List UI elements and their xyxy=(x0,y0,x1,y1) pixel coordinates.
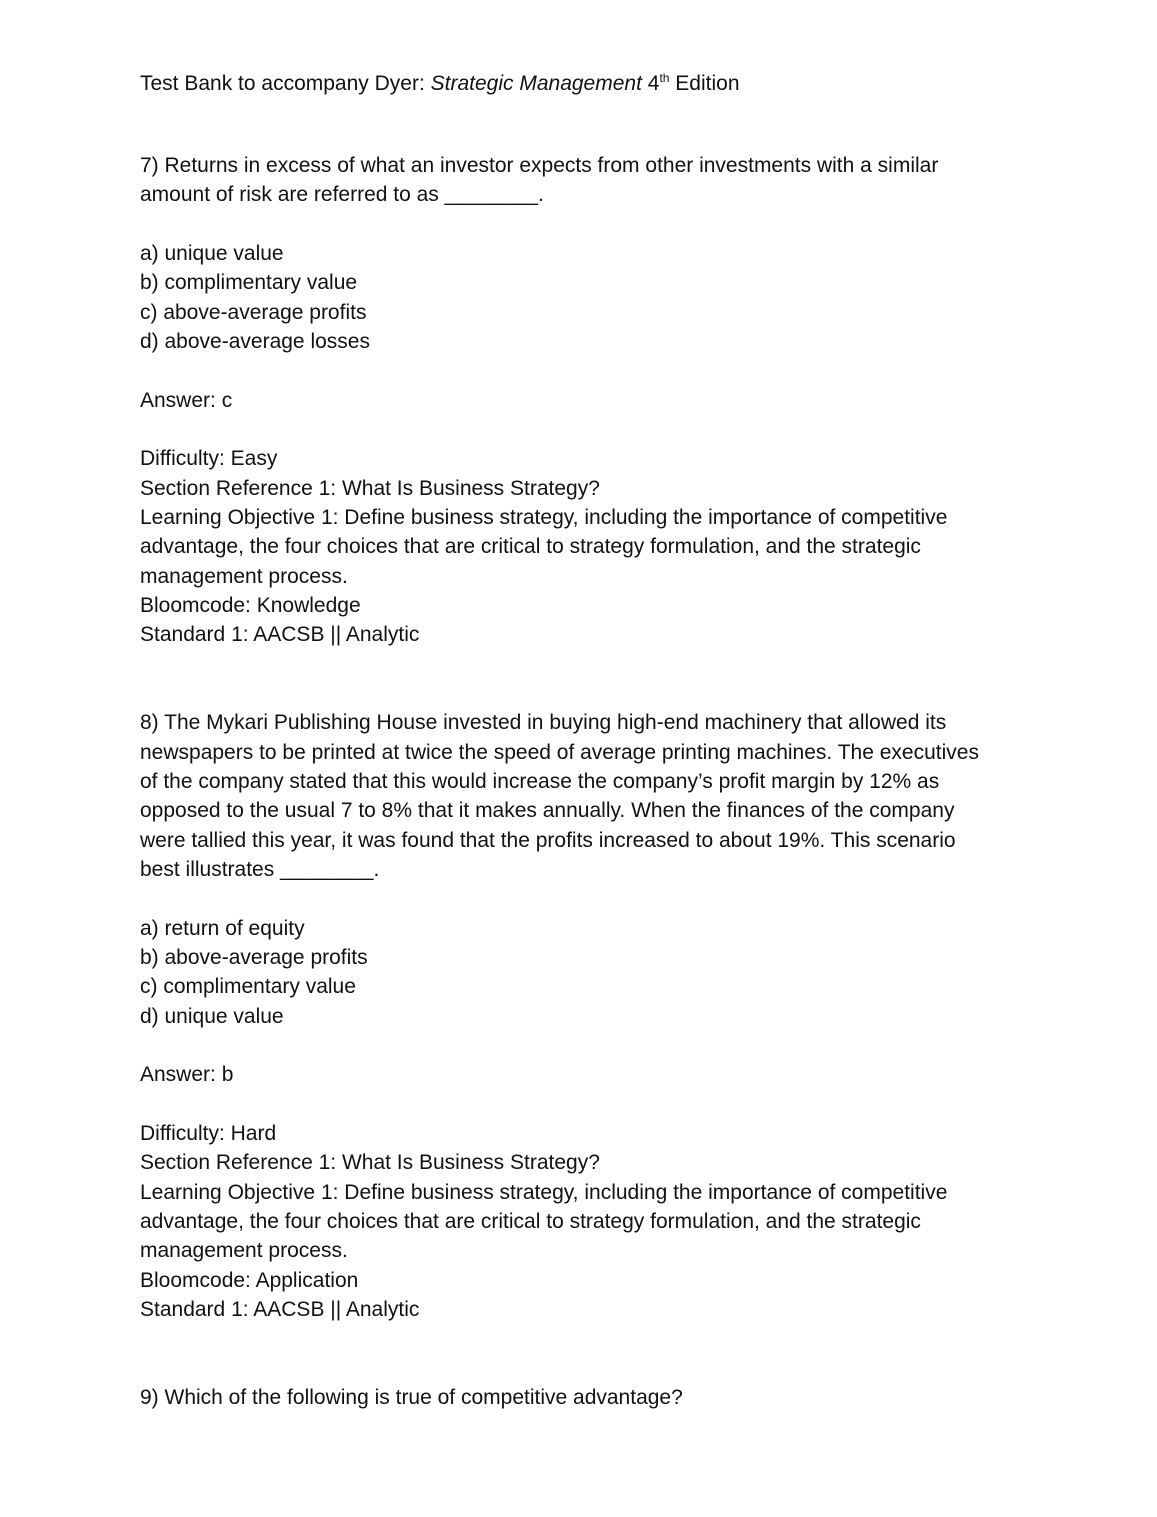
q8-stem-line-3: of the company stated that this would increase the company’s profit margin by 12% as xyxy=(140,770,940,793)
q7-option-a: a) unique value xyxy=(140,242,284,265)
q7-answer: Answer: c xyxy=(140,389,233,412)
q8-stem-line-2: newspapers to be printed at twice the speed of average printing machines. The executives xyxy=(140,741,979,764)
q7-stem-line-1: 7) Returns in excess of what an investor expects from other investments with a similar xyxy=(140,154,939,177)
q8-bloomcode: Bloomcode: Application xyxy=(140,1269,359,1292)
q8-stem-line-1: 8) The Mykari Publishing House invested in buying high-end machinery that allowed its xyxy=(140,711,947,734)
q8-option-b: b) above-average profits xyxy=(140,946,368,969)
q9-stem-line-1: 9) Which of the following is true of competitive advantage? xyxy=(140,1386,683,1409)
q8-section-reference: Section Reference 1: What Is Business Strategy? xyxy=(140,1151,600,1174)
q8-standard: Standard 1: AACSB || Analytic xyxy=(140,1298,420,1321)
q7-learning-objective-line-3: management process. xyxy=(140,565,348,588)
q8-difficulty: Difficulty: Hard xyxy=(140,1122,277,1145)
q8-answer: Answer: b xyxy=(140,1063,234,1086)
q8-stem-line-6: best illustrates ________. xyxy=(140,858,380,881)
q7-standard: Standard 1: AACSB || Analytic xyxy=(140,623,420,646)
edition-word: Edition xyxy=(669,72,740,95)
edition-number: 4 xyxy=(641,72,660,95)
edition-superscript: th xyxy=(659,71,670,85)
q8-option-a: a) return of equity xyxy=(140,917,305,940)
q7-learning-objective-line-1: Learning Objective 1: Define business strategy, including the importance of competitive xyxy=(140,506,948,529)
q8-stem-line-4: opposed to the usual 7 to 8% that it makes annually. When the finances of the company xyxy=(140,799,955,822)
q7-difficulty: Difficulty: Easy xyxy=(140,447,278,470)
q7-stem-line-2: amount of risk are referred to as ________. xyxy=(140,183,544,206)
q8-learning-objective-line-1: Learning Objective 1: Define business strategy, including the importance of competitive xyxy=(140,1181,948,1204)
q8-stem-line-5: were tallied this year, it was found that the profits increased to about 19%. This scenario xyxy=(140,829,956,852)
q8-learning-objective-line-2: advantage, the four choices that are critical to strategy formulation, and the strategic xyxy=(140,1210,921,1233)
q7-bloomcode: Bloomcode: Knowledge xyxy=(140,594,361,617)
q7-option-b: b) complimentary value xyxy=(140,271,358,294)
q8-option-c: c) complimentary value xyxy=(140,975,356,998)
q7-learning-objective-line-2: advantage, the four choices that are critical to strategy formulation, and the strategic xyxy=(140,535,921,558)
q8-learning-objective-line-3: management process. xyxy=(140,1239,348,1262)
header-prefix: Test Bank to accompany Dyer: xyxy=(140,72,431,95)
q7-section-reference: Section Reference 1: What Is Business Strategy? xyxy=(140,477,600,500)
page-header xyxy=(140,69,740,98)
book-title: Strategic Management xyxy=(430,72,642,95)
q7-option-c: c) above-average profits xyxy=(140,301,367,324)
q7-option-d: d) above-average losses xyxy=(140,330,370,353)
q8-option-d: d) unique value xyxy=(140,1005,284,1028)
